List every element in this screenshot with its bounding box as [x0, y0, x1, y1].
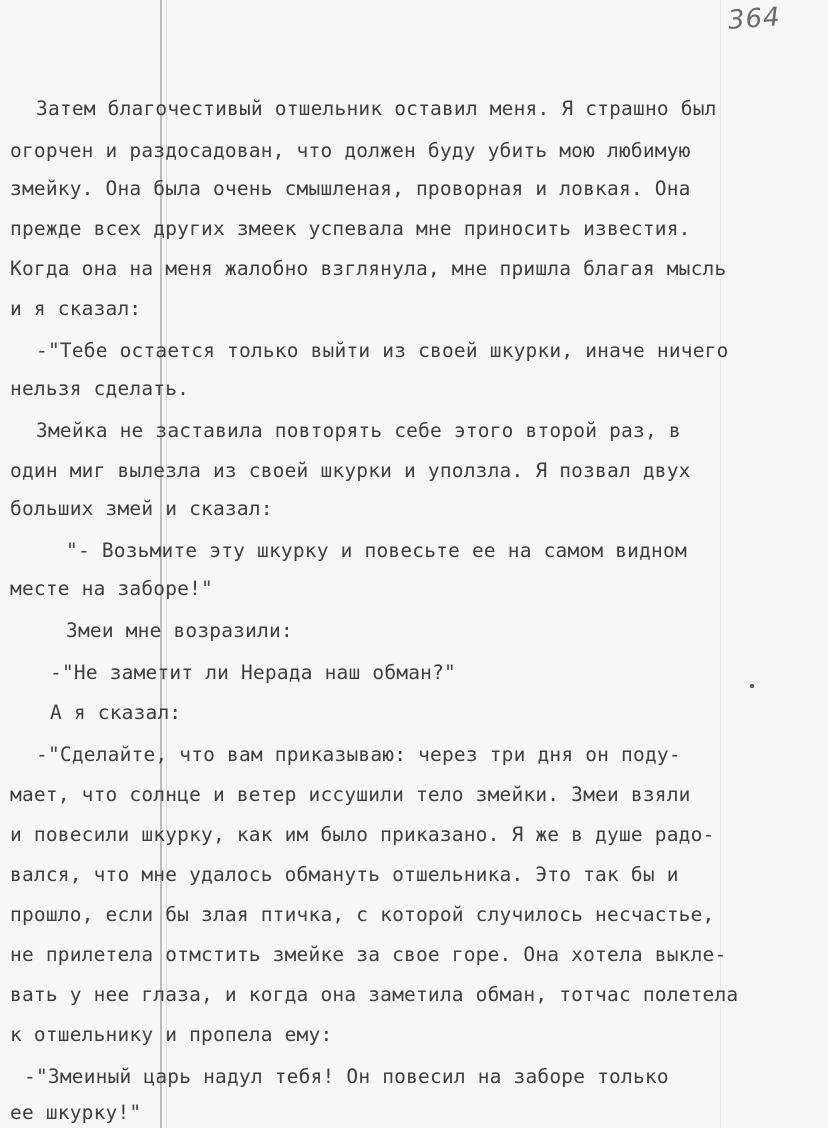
- text-line: "- Возьмите эту шкурку и повесьте ее на самом видном: [66, 539, 687, 562]
- text-line: А я сказал:: [50, 701, 182, 724]
- text-line: к отшельнику и пропела ему:: [10, 1023, 333, 1046]
- text-line: и повесили шкурку, как им было приказано. Я же в душе радо-: [10, 823, 715, 846]
- text-line: огорчен и раздосадован, что должен буду убить мою любимую: [10, 139, 691, 162]
- text-line: месте на заборе!": [10, 577, 213, 600]
- text-line: вать у нее глаза, и когда она заметила обман, тотчас полетела: [10, 983, 739, 1006]
- handwritten-page-number: 364: [727, 2, 782, 36]
- text-line: нельзя сделать.: [10, 377, 190, 400]
- text-line: Когда она на меня жалобно взглянула, мне пришла благая мысль: [10, 257, 727, 280]
- text-line: один миг вылезла из своей шкурки и уползла. Я позвал двух: [10, 459, 691, 482]
- text-line: Змейка не заставила повторять себе этого второй раз, в: [36, 419, 681, 442]
- text-line: больших змей и сказал:: [10, 497, 273, 520]
- text-line: змейку. Она была очень смышленая, проворная и ловкая. Она: [10, 177, 691, 200]
- text-line: мает, что солнце и ветер иссушили тело змейки. Змеи взяли: [10, 783, 691, 806]
- text-line: ее шкурку!": [10, 1101, 142, 1124]
- text-line: вался, что мне удалось обмануть отшельника. Это так бы и: [10, 863, 679, 886]
- ink-speck: [750, 684, 754, 688]
- text-line: Затем благочестивый отшельник оставил меня. Я страшно был: [36, 97, 717, 120]
- text-line: прошло, если бы злая птичка, с которой случилось несчастье,: [10, 903, 715, 926]
- text-line: не прилетела отмстить змейке за свое горе. Она хотела выкле-: [10, 943, 727, 966]
- text-line: -"Не заметит ли Нерада наш обман?": [50, 661, 456, 684]
- text-line: -"Тебе остается только выйти из своей шкурки, иначе ничего: [36, 339, 729, 362]
- text-line: -"Сделайте, что вам приказываю: через три дня он поду-: [36, 743, 681, 766]
- text-line: и я сказал:: [10, 297, 142, 320]
- text-line: прежде всех других змеек успевала мне приносить известия.: [10, 217, 691, 240]
- text-line: Змеи мне возразили:: [66, 619, 293, 642]
- text-line: -"Змеиный царь надул тебя! Он повесил на заборе только: [24, 1065, 669, 1088]
